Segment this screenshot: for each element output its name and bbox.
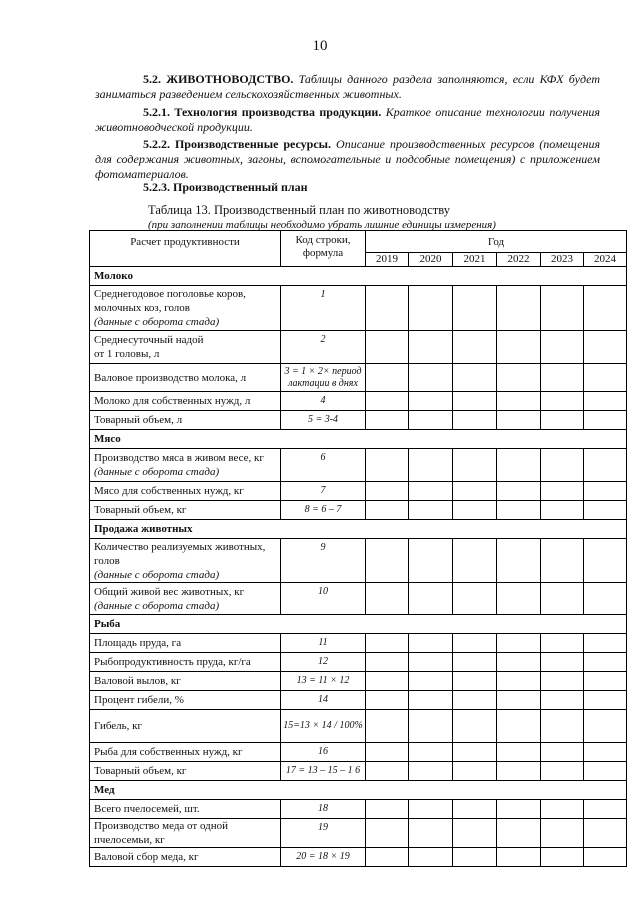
row-8-name: Товарный объем, кг	[90, 501, 281, 520]
cell[interactable]	[497, 286, 541, 331]
cell[interactable]	[541, 634, 584, 653]
cell[interactable]	[453, 672, 497, 691]
row-2-name-cont: от 1 головы, л	[94, 348, 160, 360]
row-2-name: Среднесуточный надой	[94, 334, 204, 346]
cell[interactable]	[453, 364, 497, 392]
cell[interactable]	[541, 848, 584, 867]
cell[interactable]	[497, 762, 541, 781]
cell[interactable]	[366, 501, 409, 520]
row-4-name: Молоко для собственных нужд, л	[90, 392, 281, 411]
cell[interactable]	[366, 819, 409, 848]
table-row	[90, 800, 627, 819]
row-19-code: 19	[281, 819, 366, 848]
cell[interactable]	[497, 800, 541, 819]
cell[interactable]	[497, 331, 541, 364]
row-6-name: Производство мяса в живом весе, кг	[94, 452, 264, 464]
row-12-code: 12	[281, 653, 366, 672]
cell[interactable]	[584, 691, 627, 710]
cell[interactable]	[453, 539, 497, 583]
cell[interactable]	[366, 848, 409, 867]
table-row	[90, 482, 627, 501]
cell[interactable]	[497, 501, 541, 520]
row-5-code: 5 = 3-4	[281, 411, 366, 430]
header-code: Код строки, формула	[281, 231, 366, 267]
cell[interactable]	[584, 449, 627, 482]
table-row	[90, 819, 627, 848]
row-17-name: Товарный объем, кг	[90, 762, 281, 781]
cell[interactable]	[453, 286, 497, 331]
cell[interactable]	[453, 819, 497, 848]
cell[interactable]	[541, 653, 584, 672]
table-caption: Таблица 13. Производственный план по животноводству	[148, 203, 450, 217]
row-13-name: Валовой вылов, кг	[90, 672, 281, 691]
year-2023: 2023	[541, 253, 584, 267]
cell[interactable]	[453, 501, 497, 520]
row-20-name: Валовой сбор меда, кг	[90, 848, 281, 867]
section-animal-sale: Продажа животных	[90, 520, 627, 539]
cell[interactable]	[541, 364, 584, 392]
row-4-code: 4	[281, 392, 366, 411]
cell[interactable]	[366, 634, 409, 653]
cell[interactable]	[366, 286, 409, 331]
cell[interactable]	[541, 819, 584, 848]
cell[interactable]	[453, 743, 497, 762]
cell[interactable]	[409, 743, 453, 762]
cell[interactable]	[366, 482, 409, 501]
section-5-2-paragraph	[95, 72, 600, 102]
cell[interactable]	[453, 848, 497, 867]
cell[interactable]	[541, 762, 584, 781]
cell[interactable]	[584, 364, 627, 392]
row-1-name: Среднегодовое поголовье коров, молочных коз, голов	[94, 288, 246, 314]
row-11-name: Площадь пруда, га	[90, 634, 281, 653]
cell[interactable]	[409, 634, 453, 653]
row-1-code: 1	[281, 286, 366, 331]
cell[interactable]	[366, 653, 409, 672]
cell[interactable]	[497, 672, 541, 691]
cell[interactable]	[541, 482, 584, 501]
table-row	[90, 672, 627, 691]
cell[interactable]	[584, 819, 627, 848]
section-5-2-3-title: 5.2.3. Производственный план	[143, 180, 308, 194]
section-5-2-2-title: 5.2.2. Производственные ресурсы.	[143, 137, 332, 151]
cell[interactable]	[541, 691, 584, 710]
table-row	[90, 583, 627, 615]
cell[interactable]	[497, 583, 541, 615]
cell[interactable]	[497, 392, 541, 411]
cell[interactable]	[541, 411, 584, 430]
cell[interactable]	[453, 583, 497, 615]
cell[interactable]	[497, 539, 541, 583]
cell[interactable]	[497, 449, 541, 482]
page-number: 10	[312, 38, 328, 54]
section-5-2-3-paragraph	[95, 180, 600, 195]
row-3-name: Валовое производство молока, л	[90, 364, 281, 392]
cell[interactable]	[541, 286, 584, 331]
table-note: (при заполнении таблицы необходимо убрать лишние единицы измерения)	[148, 219, 496, 231]
cell[interactable]	[453, 449, 497, 482]
row-14-name: Процент гибели, %	[90, 691, 281, 710]
cell[interactable]	[584, 743, 627, 762]
table-row	[90, 539, 627, 583]
table-row	[90, 710, 627, 743]
cell[interactable]	[453, 710, 497, 743]
cell[interactable]	[584, 392, 627, 411]
row-15-name: Гибель, кг	[90, 710, 281, 743]
cell[interactable]	[366, 800, 409, 819]
row-18-code: 18	[281, 800, 366, 819]
cell[interactable]	[453, 653, 497, 672]
cell[interactable]	[366, 449, 409, 482]
cell[interactable]	[409, 710, 453, 743]
table-row	[90, 743, 627, 762]
cell[interactable]	[584, 583, 627, 615]
cell[interactable]	[409, 449, 453, 482]
cell[interactable]	[409, 482, 453, 501]
cell[interactable]	[584, 800, 627, 819]
year-2022: 2022	[497, 253, 541, 267]
cell[interactable]	[584, 634, 627, 653]
year-2019: 2019	[366, 253, 409, 267]
cell[interactable]	[584, 482, 627, 501]
section-meat: Мясо	[90, 430, 627, 449]
section-5-2-2-text: Описание производственных ресурсов (помещения для содержания животных, загоны, вспомогательные и подсобные помещения) с приложением фотоматериалов.	[95, 137, 601, 181]
cell[interactable]	[541, 710, 584, 743]
row-13-code: 13 = 11 × 12	[281, 672, 366, 691]
section-5-2-text: Таблицы данного раздела заполняются, если КФХ будет заниматься разведением сельскохозяйственных животных.	[95, 72, 601, 101]
cell[interactable]	[453, 634, 497, 653]
cell[interactable]	[497, 482, 541, 501]
row-17-code: 17 = 13 – 15 – 1 6	[281, 762, 366, 781]
header-year: Год	[366, 231, 627, 253]
table-row	[90, 449, 627, 482]
row-8-code: 8 = 6 – 7	[281, 501, 366, 520]
section-5-2-1-paragraph	[95, 105, 600, 135]
table-row	[90, 634, 627, 653]
row-11-code: 11	[281, 634, 366, 653]
cell[interactable]	[409, 653, 453, 672]
cell[interactable]	[366, 583, 409, 615]
section-5-2-number: 5.2.	[143, 72, 161, 86]
cell[interactable]	[366, 331, 409, 364]
row-2-code: 2	[281, 331, 366, 364]
table-row	[90, 691, 627, 710]
cell[interactable]	[541, 583, 584, 615]
section-5-2-1-title: 5.2.1. Технология производства продукции.	[143, 105, 382, 119]
table-row	[90, 331, 627, 364]
cell[interactable]	[497, 691, 541, 710]
cell[interactable]	[409, 819, 453, 848]
table-row	[90, 411, 627, 430]
row-19-name: Производство меда от одной пчелосемьи, кг	[90, 819, 281, 848]
row-9-note: (данные с оборота стада)	[94, 568, 220, 581]
cell[interactable]	[453, 392, 497, 411]
row-1-note: (данные с оборота стада)	[94, 316, 220, 328]
table-row	[90, 286, 627, 331]
year-2020: 2020	[409, 253, 453, 267]
cell[interactable]	[366, 691, 409, 710]
cell[interactable]	[366, 392, 409, 411]
row-10-name: Общий живой вес животных, кг	[94, 585, 245, 598]
cell[interactable]	[584, 710, 627, 743]
row-16-code: 16	[281, 743, 366, 762]
row-9-name: Количество реализуемых животных, голов	[94, 540, 266, 567]
row-14-code: 14	[281, 691, 366, 710]
section-5-2-title: ЖИВОТНОВОДСТВО.	[166, 72, 294, 86]
cell[interactable]	[409, 539, 453, 583]
cell[interactable]	[409, 392, 453, 411]
cell[interactable]	[453, 691, 497, 710]
cell[interactable]	[541, 743, 584, 762]
cell[interactable]	[453, 800, 497, 819]
year-2024: 2024	[584, 253, 627, 267]
cell[interactable]	[541, 800, 584, 819]
row-12-name: Рыбопродуктивность пруда, кг/га	[90, 653, 281, 672]
cell[interactable]	[497, 819, 541, 848]
year-2021: 2021	[453, 253, 497, 267]
cell[interactable]	[584, 286, 627, 331]
table-row	[90, 653, 627, 672]
cell[interactable]	[497, 653, 541, 672]
cell[interactable]	[366, 411, 409, 430]
cell[interactable]	[584, 762, 627, 781]
cell[interactable]	[453, 331, 497, 364]
cell[interactable]	[409, 331, 453, 364]
cell[interactable]	[409, 501, 453, 520]
cell[interactable]	[541, 449, 584, 482]
cell[interactable]	[409, 364, 453, 392]
cell[interactable]	[497, 848, 541, 867]
cell[interactable]	[584, 848, 627, 867]
table-row	[90, 762, 627, 781]
cell[interactable]	[497, 743, 541, 762]
section-fish: Рыба	[90, 615, 627, 634]
section-milk: Молоко	[90, 267, 627, 286]
cell[interactable]	[497, 710, 541, 743]
cell[interactable]	[409, 800, 453, 819]
production-plan-table	[89, 230, 627, 867]
row-10-code: 10	[281, 583, 366, 615]
table-row	[90, 392, 627, 411]
cell[interactable]	[584, 331, 627, 364]
row-16-name: Рыба для собственных нужд, кг	[90, 743, 281, 762]
cell[interactable]	[366, 710, 409, 743]
cell[interactable]	[409, 411, 453, 430]
cell[interactable]	[541, 501, 584, 520]
cell[interactable]	[409, 286, 453, 331]
cell[interactable]	[453, 762, 497, 781]
cell[interactable]	[541, 392, 584, 411]
row-7-name: Мясо для собственных нужд, кг	[90, 482, 281, 501]
cell[interactable]	[409, 762, 453, 781]
cell[interactable]	[584, 501, 627, 520]
cell[interactable]	[366, 672, 409, 691]
cell[interactable]	[541, 672, 584, 691]
cell[interactable]	[497, 411, 541, 430]
cell[interactable]	[453, 411, 497, 430]
row-6-note: (данные с оборота стада)	[94, 466, 220, 478]
section-5-2-1-text: Краткое описание технологии получения животноводческой продукции.	[95, 105, 601, 134]
table-row	[90, 501, 627, 520]
cell[interactable]	[366, 743, 409, 762]
row-9-code: 9	[281, 539, 366, 583]
cell[interactable]	[409, 583, 453, 615]
cell[interactable]	[584, 672, 627, 691]
cell[interactable]	[409, 691, 453, 710]
section-5-2-2-paragraph	[95, 137, 600, 182]
cell[interactable]	[366, 762, 409, 781]
section-honey: Мед	[90, 781, 627, 800]
cell[interactable]	[584, 539, 627, 583]
table-row	[90, 848, 627, 867]
cell[interactable]	[584, 653, 627, 672]
cell[interactable]	[409, 672, 453, 691]
row-7-code: 7	[281, 482, 366, 501]
cell[interactable]	[584, 411, 627, 430]
cell[interactable]	[409, 848, 453, 867]
row-15-code: 15=13 × 14 / 100%	[281, 710, 366, 743]
cell[interactable]	[541, 331, 584, 364]
cell[interactable]	[497, 364, 541, 392]
cell[interactable]	[453, 482, 497, 501]
header-calc: Расчет продуктивности	[90, 231, 281, 267]
cell[interactable]	[366, 364, 409, 392]
row-6-code: 6	[281, 449, 366, 482]
row-10-note: (данные с оборота стада)	[94, 599, 220, 612]
row-18-name: Всего пчелосемей, шт.	[90, 800, 281, 819]
row-3-code: 3 = 1 × 2× период лактации в днях	[281, 364, 366, 392]
row-5-name: Товарный объем, л	[90, 411, 281, 430]
table-row	[90, 364, 627, 392]
cell[interactable]	[366, 539, 409, 583]
row-20-code: 20 = 18 × 19	[281, 848, 366, 867]
cell[interactable]	[497, 634, 541, 653]
cell[interactable]	[541, 539, 584, 583]
